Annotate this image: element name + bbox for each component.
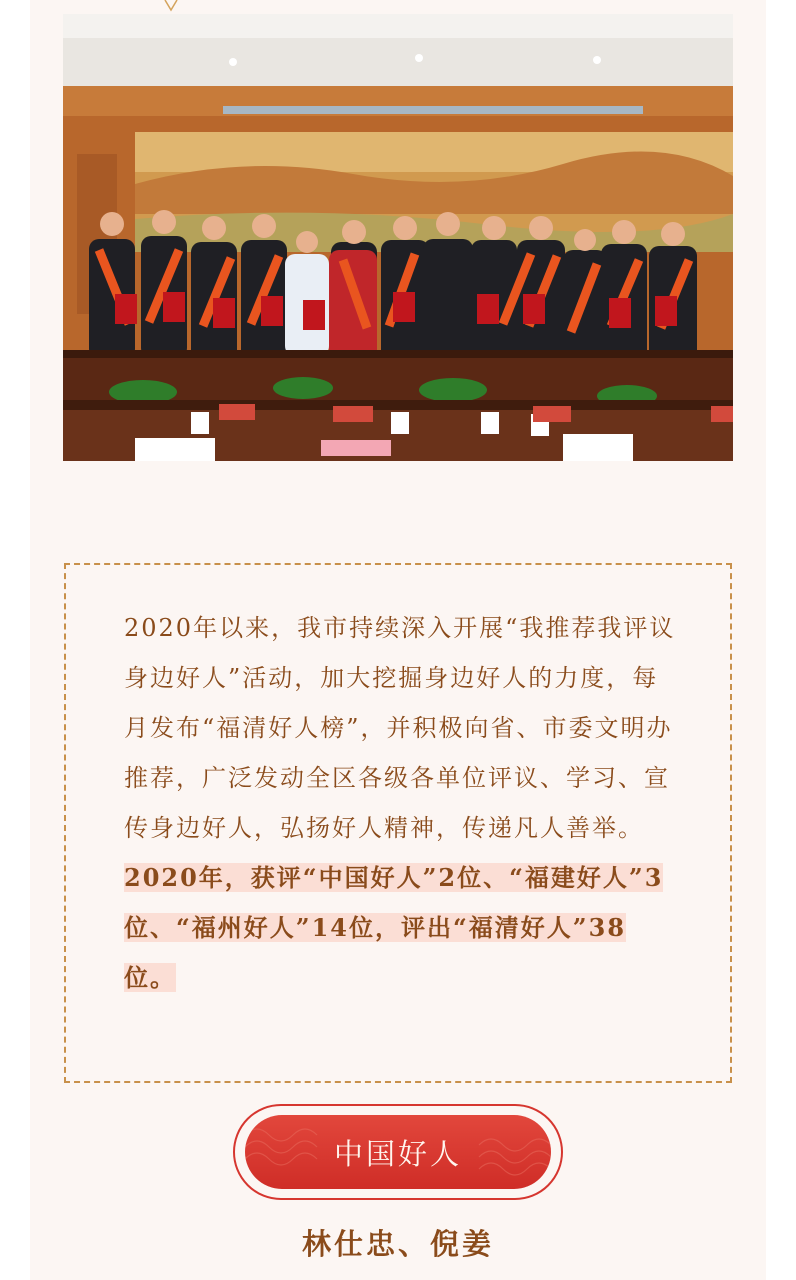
- paragraph-highlight: 2020年，获评“中国好人”2位、“福建好人”3位、“福州好人”14位，评出“福清好人”38位。: [124, 863, 664, 992]
- honoree-names: 林仕忠、倪姜: [301, 1227, 494, 1261]
- chevron-down-icon: [163, 0, 179, 14]
- article-paragraph: [124, 603, 676, 1003]
- article-text-box: [64, 563, 732, 1083]
- section-badge-pill: [245, 1115, 551, 1189]
- section-badge-label: 中国好人: [333, 1136, 462, 1171]
- group-photo: [63, 14, 733, 461]
- paragraph-intro: 2020年以来，我市持续深入开展“我推荐我评议身边好人”活动，加大挖掘身边好人的力度，每月发布“福清好人榜”，并积极向省、市委文明办推荐，广泛发动全区各级各单位评议、学习、宣传身边好人，弘扬好人精神，传递凡人善举。: [124, 614, 676, 842]
- section-badge: [233, 1104, 563, 1200]
